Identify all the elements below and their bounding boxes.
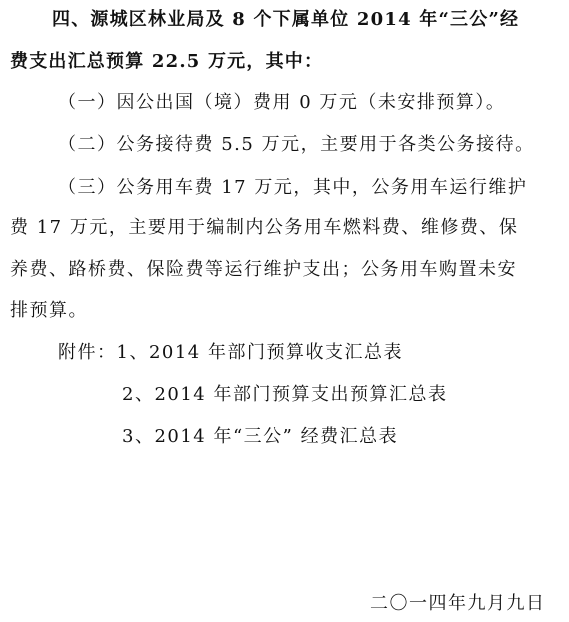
document-date: 二〇一四年九月九日 [370, 593, 546, 614]
section-heading-line-1: 四、源城区林业局及 8 个下属单位 2014 年“三公”经 [52, 9, 520, 30]
item-vehicle-line-3: 养费、路桥费、保险费等运行维护支出；公务用车购置未安 [10, 259, 517, 280]
item-overseas-travel: （一）因公出国（境）费用 0 万元（未安排预算）。 [58, 92, 506, 113]
attachment-1: 附件：1、2014 年部门预算收支汇总表 [58, 342, 403, 363]
attachment-2: 2、2014 年部门预算支出预算汇总表 [122, 384, 448, 405]
item-vehicle-line-1: （三）公务用车费 17 万元，其中，公务用车运行维护 [58, 177, 528, 198]
section-heading-line-2: 费支出汇总预算 22.5 万元，其中： [10, 51, 324, 72]
item-official-reception: （二）公务接待费 5.5 万元，主要用于各类公务接待。 [58, 134, 535, 155]
attachment-3: 3、2014 年“三公” 经费汇总表 [122, 426, 399, 447]
item-vehicle-line-4: 排预算。 [10, 300, 88, 321]
item-vehicle-line-2: 费 17 万元，主要用于编制内公务用车燃料费、维修费、保 [10, 217, 519, 238]
